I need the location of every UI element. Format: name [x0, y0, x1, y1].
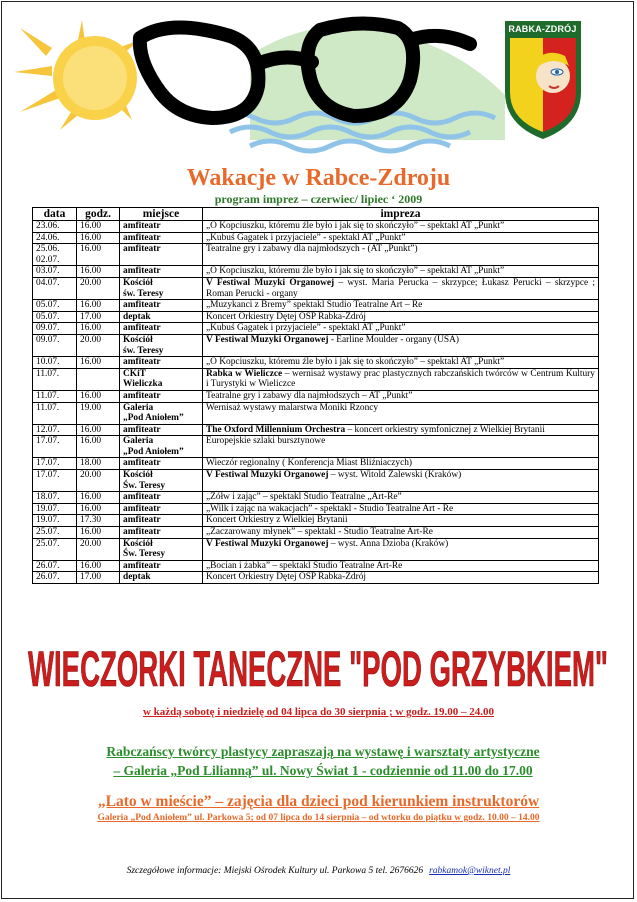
- cell-date: 17.07.: [33, 458, 77, 470]
- table-row: [33, 424, 599, 436]
- cell-time: 20.00: [77, 538, 120, 560]
- artists-line-2: – Galeria „Pod Lilianną” ul. Nowy Świat 1 - codziennie od 11.00 do 17.00: [113, 763, 533, 778]
- event-description: „Kubuś Gagatek i przyjaciele” - spektakl AT „Punkt”: [206, 323, 406, 334]
- cell-date: 17.07.: [33, 436, 77, 458]
- event-description: „Żółw i zając” – spektakl Studio Teatralne „Art-Re”: [206, 492, 402, 503]
- cell-place: amfiteatr: [120, 323, 203, 335]
- table-row: [33, 311, 599, 323]
- cell-event: [203, 221, 599, 233]
- event-description: Koncert Orkiestry z Wielkiej Brytanii: [206, 515, 348, 526]
- event-description: – koncert orkiestry symfonicznej z Wielkiej Brytanii: [345, 424, 545, 435]
- cell-place: deptak: [120, 311, 203, 323]
- cell-event: [203, 492, 599, 504]
- cell-event: [203, 334, 599, 356]
- cell-event: [203, 266, 599, 278]
- cell-time: 16.00: [77, 390, 120, 402]
- cell-place: Kościół św. Teresy: [120, 277, 203, 299]
- rabka-zdroj-crest: [503, 20, 583, 140]
- summer-in-city-details: Galeria „Pod Aniołem” ul. Parkowa 5; od 07 lipca do 14 sierpnia – od wtorku do piątku w godz. 10.00 – 14.00: [97, 813, 540, 823]
- event-description: – wyst. Witold Zalewski (Kraków): [328, 470, 462, 481]
- table-row: [33, 221, 599, 233]
- column-header-event: impreza: [203, 208, 599, 221]
- table-header-row: [33, 208, 599, 221]
- cell-time: 16.00: [77, 357, 120, 369]
- table-row: [33, 266, 599, 278]
- cell-place: Galeria „Pod Aniołem”: [120, 402, 203, 424]
- table-row: [33, 458, 599, 470]
- cell-date: 25.07.: [33, 538, 77, 560]
- event-description: „Kubuś Gagatek i przyjaciele” - spektakl AT „Punkt”: [206, 232, 406, 243]
- cell-date: 05.07.: [33, 311, 77, 323]
- cell-event: [203, 560, 599, 572]
- table-row: [33, 470, 599, 492]
- table-row: [33, 357, 599, 369]
- cell-time: 16.00: [77, 560, 120, 572]
- event-description: Koncert Orkiestry Dętej OSP Rabka-Zdrój: [206, 311, 367, 322]
- cell-date: 23.06.: [33, 221, 77, 233]
- column-header-place: miejsce: [120, 208, 203, 221]
- cell-time: 19.00: [77, 402, 120, 424]
- event-description: Wieczór regionalny ( Konferencja Miast Bliźniaczych): [206, 458, 413, 469]
- dance-title: WIECZORKI TANECZNE "POD GRZYBKIEM": [28, 641, 608, 697]
- cell-place: amfiteatr: [120, 221, 203, 233]
- event-highlight: V Festiwal Muzyki Organowej: [206, 470, 329, 481]
- table-row: [33, 244, 599, 266]
- event-highlight: V Festiwal Muzyki Organowej: [206, 334, 329, 345]
- cell-place: amfiteatr: [120, 492, 203, 504]
- cell-date: 24.06.: [33, 232, 77, 244]
- event-description: „Wilk i zając na wakacjach” - spektakl - Studio Teatralne Art - Re: [206, 503, 454, 514]
- table-row: [33, 527, 599, 539]
- event-description: Teatralne gry i zabawy dla najmłodszych - (AT „Punkt”): [206, 244, 418, 255]
- cell-date: 12.07.: [33, 424, 77, 436]
- cell-time: 16.00: [77, 503, 120, 515]
- cell-time: 16.00: [77, 232, 120, 244]
- cell-place: Kościół Św. Teresy: [120, 538, 203, 560]
- column-header-time: godz.: [77, 208, 120, 221]
- cell-place: Kościół św. Teresy: [120, 334, 203, 356]
- cell-place: amfiteatr: [120, 357, 203, 369]
- cell-date: 26.07.: [33, 572, 77, 584]
- cell-place: amfiteatr: [120, 424, 203, 436]
- cell-time: 20.00: [77, 277, 120, 299]
- table-row: [33, 232, 599, 244]
- crest-label: RABKA-ZDRÓJ: [508, 24, 577, 34]
- cell-event: [203, 390, 599, 402]
- event-description: „O Kopciuszku, któremu źle było i jak się to skończyło” – spektakl AT „Punkt”: [206, 221, 505, 231]
- event-highlight: The Oxford Millennium Orchestra: [206, 424, 346, 435]
- cell-event: [203, 436, 599, 458]
- cell-event: [203, 323, 599, 335]
- cell-event: [203, 244, 599, 266]
- dance-evenings-banner: [0, 640, 637, 700]
- cell-date: 11.07.: [33, 368, 77, 390]
- cell-place: amfiteatr: [120, 244, 203, 266]
- table-row: [33, 300, 599, 312]
- cell-event: [203, 300, 599, 312]
- cell-time: 17.30: [77, 515, 120, 527]
- event-description: „O Kopciuszku, któremu źle było i jak się to skończyło” – spektakl AT „Punkt”: [206, 357, 505, 368]
- cell-place: Kościół Św. Teresy: [120, 470, 203, 492]
- cell-time: 16.00: [77, 221, 120, 233]
- cell-date: 19.07.: [33, 503, 77, 515]
- event-description: – wyst. Anna Dzioba (Kraków): [328, 538, 449, 549]
- column-header-date: data: [33, 208, 77, 221]
- event-description: Europejskie szlaki bursztynowe: [206, 436, 326, 447]
- table-row: [33, 492, 599, 504]
- table-row: [33, 402, 599, 424]
- event-description: „Bocian i żabka” – spektakl Studio Teatralne Art-Re: [206, 560, 403, 571]
- cell-place: amfiteatr: [120, 266, 203, 278]
- cell-time: 20.00: [77, 334, 120, 356]
- event-description: - Earline Moulder - organy (USA): [328, 334, 460, 345]
- cell-event: [203, 538, 599, 560]
- cell-place: amfiteatr: [120, 515, 203, 527]
- cell-date: 10.07.: [33, 357, 77, 369]
- event-description: Koncert Orkiestry Dętej OSP Rabka-Zdrój: [206, 572, 367, 583]
- footer-info: [0, 866, 637, 877]
- cell-event: [203, 515, 599, 527]
- event-highlight: Rabka w Wieliczce: [206, 368, 283, 379]
- page-title: Wakacje w Rabce-Zdroju: [186, 165, 451, 191]
- cell-date: 11.07.: [33, 390, 77, 402]
- event-description: „Muzykanci z Bremy” spektakl Studio Teatralne Art – Re: [206, 300, 423, 311]
- cell-time: 16.00: [77, 424, 120, 436]
- sun-icon: [14, 20, 140, 130]
- table-row: [33, 436, 599, 458]
- cell-time: 16.00: [77, 492, 120, 504]
- cell-place: deptak: [120, 572, 203, 584]
- cell-date: 04.07.: [33, 277, 77, 299]
- event-description: „O Kopciuszku, któremu źle było i jak się to skończyło” – spektakl AT „Punkt”: [206, 266, 505, 277]
- cell-date: 11.07.: [33, 402, 77, 424]
- cell-event: [203, 232, 599, 244]
- footer-text: Szczegółowe informacje: Miejski Ośrodek Kultury ul. Parkowa 5 tel. 2676626: [126, 866, 424, 876]
- cell-place: amfiteatr: [120, 232, 203, 244]
- cell-date: 25.06. 02.07.: [33, 244, 77, 266]
- cell-time: 17.00: [77, 572, 120, 584]
- cell-time: 16.00: [77, 266, 120, 278]
- cell-place: amfiteatr: [120, 560, 203, 572]
- footer-email-link[interactable]: rabkamok@wiknet.pl: [429, 866, 511, 876]
- event-highlight: V Festiwal Muzyki Organowej: [206, 538, 329, 549]
- cell-date: 17.07.: [33, 470, 77, 492]
- table-row: [33, 277, 599, 299]
- cell-date: 25.07.: [33, 527, 77, 539]
- cell-place: amfiteatr: [120, 503, 203, 515]
- cell-place: amfiteatr: [120, 300, 203, 312]
- cell-event: [203, 527, 599, 539]
- cell-time: 16.00: [77, 527, 120, 539]
- cell-event: [203, 572, 599, 584]
- cell-time: 16.00: [77, 436, 120, 458]
- event-description: – wyst. Maria Perucka – skrzypce; Łukasz Perucki – skrzypce ; Roman Perucki - organy: [206, 277, 595, 299]
- cell-time: 17.00: [77, 311, 120, 323]
- cell-event: [203, 458, 599, 470]
- cell-place: amfiteatr: [120, 390, 203, 402]
- cell-time: 16.00: [77, 244, 120, 266]
- table-row: [33, 323, 599, 335]
- cell-place: CKiT Wieliczka: [120, 368, 203, 390]
- cell-event: [203, 470, 599, 492]
- cell-date: 09.07.: [33, 323, 77, 335]
- table-row: [33, 538, 599, 560]
- cell-date: 03.07.: [33, 266, 77, 278]
- cell-time: 20.00: [77, 470, 120, 492]
- events-table: [32, 207, 599, 584]
- cell-place: Galeria „Pod Aniołem”: [120, 436, 203, 458]
- cell-event: [203, 424, 599, 436]
- cell-time: [77, 368, 120, 390]
- cell-date: 26.07.: [33, 560, 77, 572]
- table-row: [33, 368, 599, 390]
- cell-date: 05.07.: [33, 300, 77, 312]
- cell-date: 09.07.: [33, 334, 77, 356]
- cell-event: [203, 311, 599, 323]
- event-highlight: V Festiwal Muzyki Organowej: [206, 277, 335, 288]
- cell-event: [203, 503, 599, 515]
- artists-invitation: [40, 742, 606, 780]
- table-row: [33, 334, 599, 356]
- cell-place: amfiteatr: [120, 458, 203, 470]
- cell-event: [203, 402, 599, 424]
- event-description: „Zaczarowany młynek” – spektakl - Studio Teatralne Art-Re: [206, 527, 433, 538]
- table-row: [33, 503, 599, 515]
- page-subtitle: program imprez – czerwiec/ lipiec ‘ 2009: [214, 192, 423, 206]
- cell-event: [203, 357, 599, 369]
- cell-event: [203, 368, 599, 390]
- summer-in-city-title: „Lato w mieście” – zajęcia dla dzieci pod kierunkiem instruktorów: [97, 793, 540, 810]
- cell-date: 19.07.: [33, 515, 77, 527]
- artists-line-1: Rabczańscy twórcy plastycy zapraszają na wystawę i warsztaty artystyczne: [106, 744, 540, 759]
- table-row: [33, 572, 599, 584]
- table-row: [33, 515, 599, 527]
- event-description: Teatralne gry i zabawy dla najmłodszych – AT „Punkt”: [206, 390, 413, 401]
- dance-schedule: w każdą sobotę i niedzielę od 04 lipca do 30 sierpnia ; w godz. 19.00 – 24.00: [142, 706, 495, 718]
- cell-time: 18.00: [77, 458, 120, 470]
- cell-time: 16.00: [77, 300, 120, 312]
- event-description: Wernisaż wystawy malarstwa Moniki Rzoncy: [206, 402, 379, 413]
- cell-place: amfiteatr: [120, 527, 203, 539]
- cell-time: 16.00: [77, 323, 120, 335]
- cell-date: 18.07.: [33, 492, 77, 504]
- table-row: [33, 390, 599, 402]
- table-row: [33, 560, 599, 572]
- event-description: – wernisaż wystawy prac plastycznych rabczańskich twórców w Centrum Kultury i Turystyki w Wieliczce: [206, 368, 595, 390]
- cell-event: [203, 277, 599, 299]
